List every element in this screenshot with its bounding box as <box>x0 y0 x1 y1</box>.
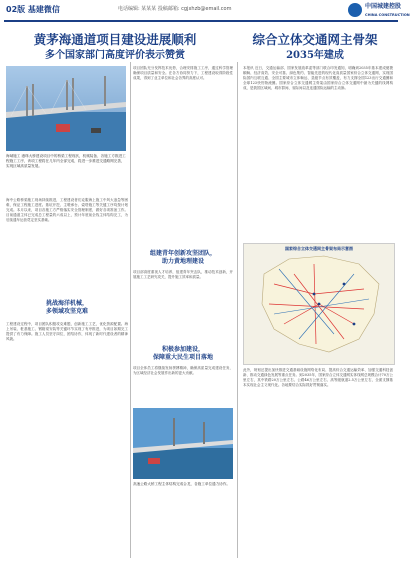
map-graphic <box>244 244 394 364</box>
logo-icon <box>348 3 362 17</box>
column-divider-2 <box>237 62 238 558</box>
page-header <box>0 0 410 22</box>
right-article-subtitle: 2035年建成 <box>286 50 344 61</box>
construction-photo <box>133 408 233 479</box>
construction-photo-caption: 高速公路大桥工程主体结构完成合龙，各施工单位通力协作。 <box>133 482 231 486</box>
page-label: 02版 基建微信 <box>6 5 60 14</box>
header-contact: 电话编辑: 某某某 投稿邮箱: cgjxhzb@email.com <box>118 6 232 12</box>
publisher-logo <box>348 2 410 18</box>
bridge-photo-caption: 海域施工 港珠大桥建设项目中的桥梁工程现状，机械装备、各施工方推进工程施工工序，该项工程将在几年内全部完成，将进一步推进交通路网完善，实现区域高质量发展。 <box>6 154 126 169</box>
left-col2-subheading-1: 组建青年创新攻坚团队， 助力黄地理建设 <box>149 250 216 265</box>
header-divider <box>4 20 398 22</box>
column-divider-1 <box>130 62 131 558</box>
left-col2-body2: 项目部高度重视人才培养，组建青年突击队，推动技术创新，开展施工工艺研究攻关，提升施工效率和质量。 <box>133 270 233 280</box>
left-col2-subheading-2: 积极参加建设， 保障重大民生项目落地 <box>152 346 213 361</box>
logo-text: 中国城建控股 <box>365 3 402 10</box>
left-col2-body3: 项目全体员工将继续发扬拼搏精神，确保高质量完成建设任务，为区域经济社会发展作出新的更大贡献。 <box>133 366 233 376</box>
left-col1-body2: 工程建设过程中，项目团队积极攻克难题，创新施工工艺，优化资源配置。海上吊装、桩基施工、钢箱梁安装等关键环节实现了有序推进，为项目如期完工提供了有力保障。施工人员坚守岗位，团结协作，体现了新时代建设者的精神风貌。 <box>6 322 128 342</box>
left-article-subtitle: 多个国家部门高度评价表示赞赏 <box>45 50 185 61</box>
left-col1-subheading: 挑战海洋机械， 多领域攻坚克难 <box>45 300 88 315</box>
logo-subtext: CHINA CONSTRUCTION <box>365 13 410 17</box>
right-article-title: 综合立体交通网主骨架 <box>252 32 378 47</box>
transport-map <box>243 243 395 365</box>
left-col2-body: 项目团队充分发挥技术优势，合理安排施工工序，通过科学管理确保项目质量和安全。在各方协同努力下，工程建设取得阶段性成果，得到了业主单位和社会各界的高度认可。 <box>133 66 233 81</box>
left-col1-body: 海中公路桥梁施工现场持续推进，工程建设者们克服海上施工中风大浪急等困难，保证工程施工进度。基坑开挖、主墩承台、索塔施工等关键工序均按计划完成。本月以来，项目各施工方严格落实安全管理制度，做好各项准备工作。目前通道主体已完成总工程量的六成以上，预计年底前全线主体结构完工，为后续通车运营奠定坚实基础。 <box>6 198 128 223</box>
bridge-photo-graphic <box>6 66 126 151</box>
right-article-body: 本报讯 近日，交通运输部、国家发展改革委等部门联合印发通知，明确到2035年基本建成便捷顺畅、经济高效、安全可靠、绿色集约、智能先进的现代化高质量国家综合立体交通网，实现国际国内互联互通、全国主要城市立体畅达、县级节点有效覆盖，有力支撑全国123出行交通圈和全球123快货物流圈。国家综合立体交通网主骨架由国家综合立体交通网中最为关键的线网构成，是我国区域间、城市群间、省际间以及连通国际运输的主动脉。 <box>243 66 393 91</box>
right-article-body2: 此外，规划还提出加快推进交通基础设施网络化布局、提高综合交通运输效率、加强交通科技创新、推动交通绿色发展等重点任务。到2035年，国家综合立体交通网实体线网总规模合计70万公里左右，其中铁路20万公里左右、公路46万公里左右、高等级航道2.5万公里左右，全面支撑基本实现社会主义现代化。各地要结合实际抓好贯彻落实。 <box>243 368 393 388</box>
bridge-photo <box>6 66 126 151</box>
map-title: 国家综合立体交通网主骨架布局示意图 <box>285 246 353 251</box>
construction-photo-graphic <box>133 408 233 479</box>
left-article-title: 黄茅海通道项目建设进展顺利 <box>33 32 197 47</box>
